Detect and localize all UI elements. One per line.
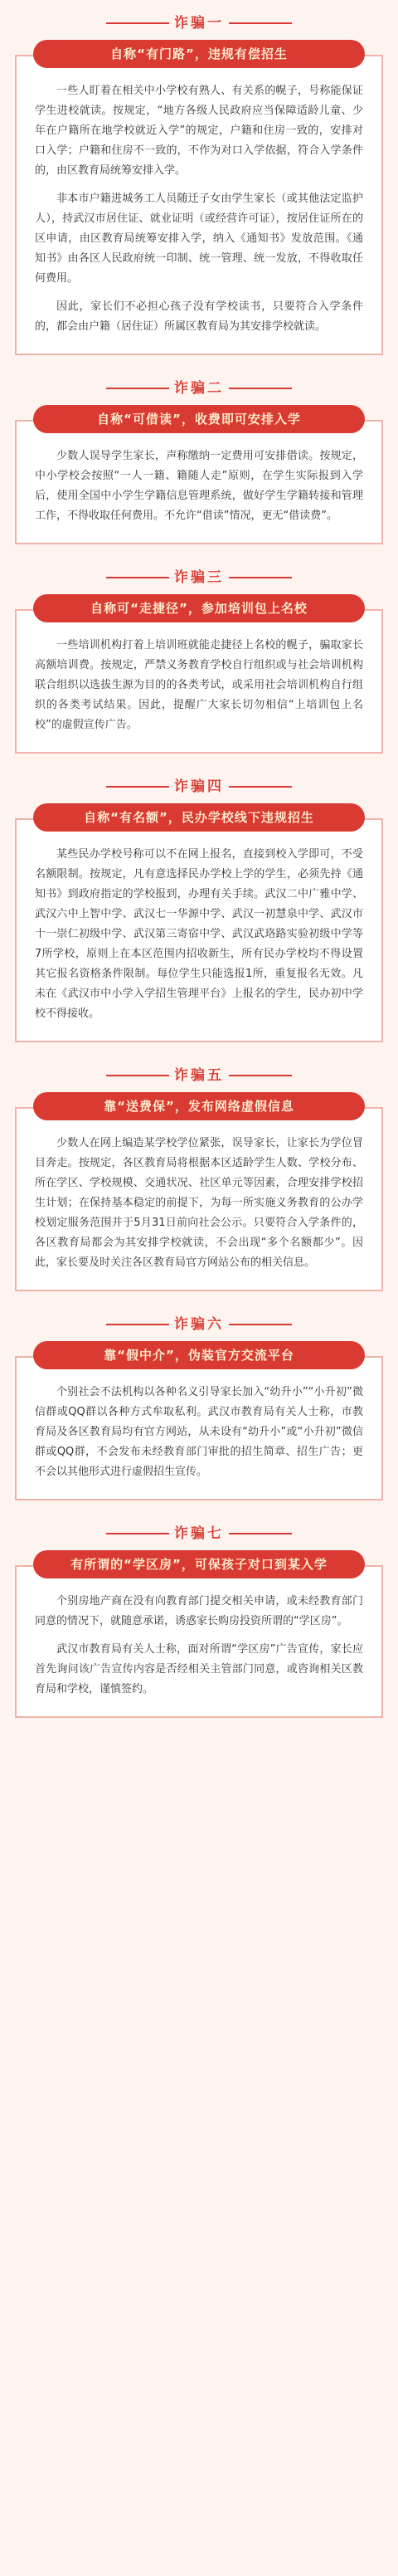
scam-number: 诈骗四 bbox=[174, 778, 224, 795]
header-rule-right bbox=[229, 577, 292, 578]
header-rule-left bbox=[106, 1324, 169, 1325]
scam-paragraph: 一些培训机构打着上培训班就能走捷径上名校的幌子，骗取家长高额培训费。按规定，严禁义务教育学校自行组织或与社会培训机构联合组织以选拔生源为目的的各类考试，或采用社会培训机构自行组织的各类考试结果。因此，提醒广大家长切勿相信“上培训包上名校”的虚假宣传广告。 bbox=[35, 639, 363, 731]
header-rule-right bbox=[229, 1533, 292, 1534]
scam-section-header bbox=[15, 1064, 383, 1087]
scam-section-header bbox=[15, 1522, 383, 1545]
header-rule-left bbox=[106, 1533, 169, 1534]
scam-paragraph: 少数人误导学生家长，声称缴纳一定费用可安排借读。按规定，中小学校会按照“一人一籍、籍随人走”原则，在学生实际报到入学后，使用全国中小学生学籍信息管理系统，做好学生学籍转接和管理工作，不得收取任何费用。不允许“借读”情况，更无“借读费”。 bbox=[35, 450, 363, 522]
header-rule-right bbox=[229, 786, 292, 788]
scam-paragraph: 武汉市教育局有关人士称，面对所谓“学区房”广告宣传，家长应首先询问该广告宣传内容是否经相关主管部门同意，或咨询相关区教育局和学校，谨慎签约。 bbox=[35, 1643, 363, 1695]
header-rule-left bbox=[106, 577, 169, 578]
scam-number: 诈骗七 bbox=[174, 1525, 224, 1542]
scam-paragraph: 少数人在网上编造某学校学位紧张，误导家长，让家长为学位冒目奔走。按规定，各区教育局将根据本区适龄学生人数、学校分布、所在学区、学校规模、交通状况、社区单元等因素，合理安排学校招生计划；在保持基本稳定的前提下，为每一所实施义务教育的公办学校划定服务范围并于5月31日前向社会公示。只要符合入学条件的，各区教育局都会为其安排学校就读，不会出现“多个名额都少”。因此，家长要及时关注各区教育局官方网站公布的相关信息。 bbox=[35, 1137, 363, 1269]
scam-paragraph: 某些民办学校号称可以不在网上报名，直接到校入学即可，不受名额限制。按规定，凡有意选择民办学校上学的学生，必须先持《通知书》到政府指定的学校报到，办理有关手续。武汉二中广雅中学、武汉六中上智中学、武汉七一华源中学、武汉一初慧泉中学、武汉市十一崇仁初级中学、武汉第三寄宿中学、武汉武珞路实验初级中学等7所学校，原则上在本区范围内招收新生，所有民办学校均不得设置其它报名资格条件限制。每位学生只能选报1所，重复报名无效。凡未在《武汉市中小学入学招生管理平台》上报名的学生，民办初中学校不得接收。 bbox=[35, 848, 363, 1020]
scam-content-card bbox=[15, 55, 383, 355]
scam-section-header bbox=[15, 377, 383, 400]
scam-number: 诈骗三 bbox=[174, 569, 224, 586]
scam-paragraph: 非本市户籍进城务工人员随迁子女由学生家长（或其他法定监护人），持武汉市居住证、就业证明（或经营许可证），按居住证所在的区申请，由区教育局统筹安排入学，纳入《通知书》发放范围。《通知书》由各区人民政府统一印制、统一管理、统一发放，不得收取任何费用。 bbox=[35, 193, 363, 285]
scam-content-card bbox=[15, 420, 383, 544]
scam-content-card bbox=[15, 818, 383, 1042]
header-rule-left bbox=[106, 388, 169, 389]
scam-paragraph: 一些人盯着在相关中小学校有熟人、有关系的幌子，号称能保证学生进校就读。按规定，“地方各级人民政府应当保障适龄儿童、少年在户籍所在地学校就近入学”的规定，户籍和住房一致的，安排对口入学；户籍和住房不一致的，不作为对口入学依据，符合入学条件的，由区教育局统筹安排入学。 bbox=[35, 85, 363, 177]
header-rule-left bbox=[106, 1075, 169, 1076]
scam-section bbox=[15, 12, 383, 355]
header-rule-right bbox=[229, 388, 292, 389]
scam-section bbox=[15, 775, 383, 1042]
scam-content-card bbox=[15, 1356, 383, 1500]
scam-paragraph: 个别房地产商在没有向教育部门提交相关申请，或未经教育部门同意的情况下，就随意承诺，诱惑家长购房投资所谓的“学区房”。 bbox=[35, 1595, 363, 1627]
scam-section-header bbox=[15, 1313, 383, 1336]
header-rule-right bbox=[229, 22, 292, 24]
scam-section bbox=[15, 1313, 383, 1500]
scam-number: 诈骗五 bbox=[174, 1067, 224, 1084]
scam-section bbox=[15, 1522, 383, 1718]
scam-content-card bbox=[15, 609, 383, 754]
scam-title-banner: 靠“假中介”，伪装官方交流平台 bbox=[33, 1341, 365, 1369]
scam-content-card bbox=[15, 1565, 383, 1718]
scam-paragraph: 个别社会不法机构以各种名义引导家长加入“幼升小”“小升初”微信群或QQ群以各种方式牟取私利。武汉市教育局有关人士称，市教育局及各区教育局均有官方网站，从未设有“幼升小”或“小升初”微信群或QQ群，不会发布未经教育部门审批的招生简章、招生广告；更不会以其他形式进行虚假招生宣传。 bbox=[35, 1386, 363, 1478]
scam-section bbox=[15, 566, 383, 754]
header-rule-left bbox=[106, 22, 169, 24]
scam-title-banner: 有所谓的“学区房”，可保孩子对口到某入学 bbox=[33, 1550, 365, 1578]
header-rule-right bbox=[229, 1324, 292, 1325]
scam-title-banner: 自称“可借读”，收费即可安排入学 bbox=[33, 405, 365, 433]
scam-title-banner: 靠“送费保”，发布网络虚假信息 bbox=[33, 1092, 365, 1120]
scam-section-header bbox=[15, 775, 383, 798]
scam-section bbox=[15, 1064, 383, 1291]
scam-number: 诈骗六 bbox=[174, 1316, 224, 1333]
scam-section-header bbox=[15, 566, 383, 589]
scam-number: 诈骗一 bbox=[174, 15, 224, 32]
scam-title-banner: 自称“有门路”，违规有偿招生 bbox=[33, 40, 365, 68]
scam-title-banner: 自称可“走捷径”，参加培训包上名校 bbox=[33, 594, 365, 622]
header-rule-left bbox=[106, 786, 169, 788]
scam-number: 诈骗二 bbox=[174, 380, 224, 397]
scam-section bbox=[15, 377, 383, 544]
scam-list bbox=[0, 12, 398, 1718]
header-rule-right bbox=[229, 1075, 292, 1076]
scam-title-banner: 自称“有名额”，民办学校线下违规招生 bbox=[33, 803, 365, 832]
scam-section-header bbox=[15, 12, 383, 35]
scam-content-card bbox=[15, 1107, 383, 1291]
scam-paragraph: 因此，家长们不必担心孩子没有学校读书，只要符合入学条件的，都会由户籍（居住证）所属区教育局为其安排学校就读。 bbox=[35, 300, 363, 333]
